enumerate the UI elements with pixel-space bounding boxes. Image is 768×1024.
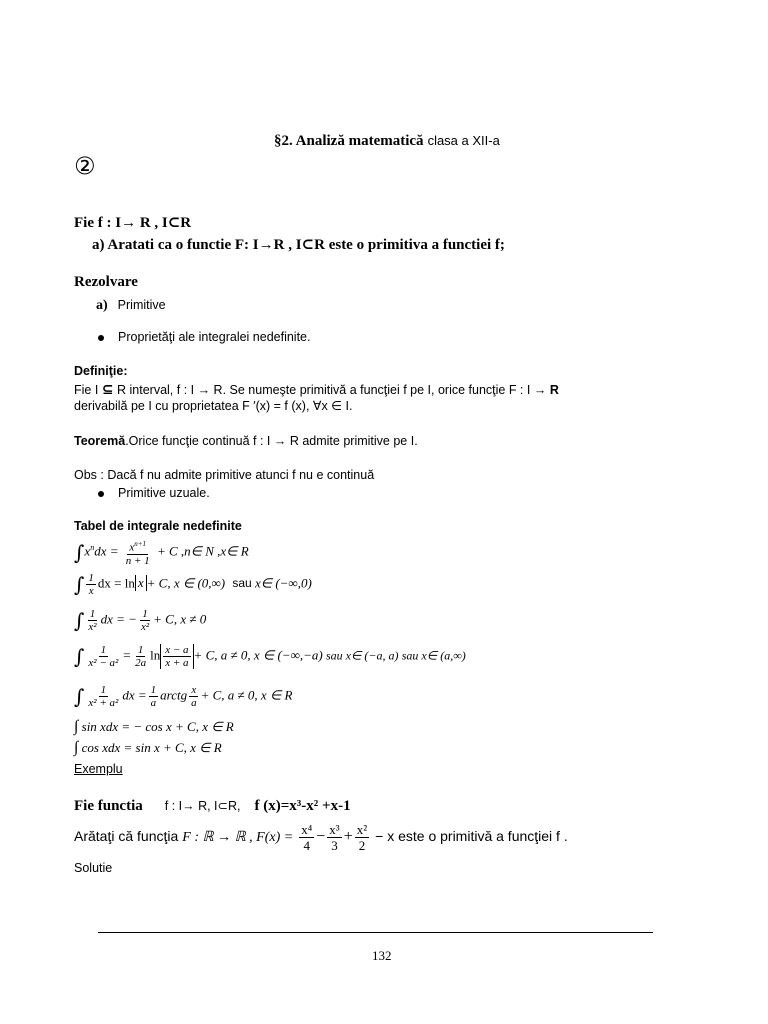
fraction: $\frac{x}{a}$ [191, 684, 197, 709]
integral-sign: ∫ [74, 684, 85, 709]
definition-line2: derivabilă pe I cu proprietatea F ′(x) = f (x), ∀x ∈ I. [74, 399, 353, 413]
obs-text: Obs : Dacă f nu admite primitive atunci f nu e continuă [74, 468, 375, 482]
fraction: $\frac{1}{\text{x²}}$ [88, 608, 97, 633]
bullet-properties: Proprietăţi ale integralei nedefinite. [98, 330, 310, 344]
bullet-primitive: Primitive uzuale. [98, 486, 210, 500]
formula-7: ∫ cos xdx = sin x + C, x ∈ R [74, 739, 222, 756]
integral-sign: ∫ [74, 540, 85, 565]
circled-number: ② [74, 152, 96, 180]
fraction: $\frac{\text{x³}}{3}$ [329, 822, 340, 853]
page-number: 132 [372, 948, 392, 963]
fraction: $\frac{1}{\text{x²}}$ [140, 608, 150, 633]
fraction: $\frac{\text{x⁴}}{4}$ [301, 822, 313, 853]
formula-2: ∫ $\frac{1}{x}$ dx = ln x + C, x ∈ (0,∞) sau x∈ (−∞,0) [74, 572, 312, 597]
integral-sign: ∫ [74, 739, 79, 756]
formula-6: ∫ sin xdx = − cos x + C, x ∈ R [74, 718, 234, 735]
bullet-icon [98, 491, 104, 497]
problem-item-a: a) Aratati ca o functie F: I→R , I⊂R este o primitiva a functiei f; [92, 237, 505, 253]
example-label: Exemplu [74, 762, 123, 776]
abs-fraction: $\frac{x - a}{x + a}$ [160, 644, 193, 669]
fraction: $\frac{1}{\text{x² − a²}}$ [88, 644, 119, 669]
formula-1: $\int x^ndx$ = $\frac{x^{n+1}}{n + 1}$ + C ,n∈ N ,x∈ R [74, 540, 249, 567]
footer-divider [98, 932, 653, 933]
fraction: $\frac{x^{n+1}}{n + 1}$ [125, 540, 150, 567]
integral-sign: ∫ [74, 718, 79, 735]
section-title: §2. Analiză matematică clasa a XII-a [274, 133, 500, 149]
fraction: $\frac{1}{2a}$ [135, 644, 147, 669]
solution-heading: Rezolvare [74, 274, 138, 290]
formula-3: ∫ $\frac{1}{\text{x²}}$ dx = − $\frac{1}{\text{x²}}$ + C, x ≠ 0 [74, 608, 207, 633]
formula-4: ∫ $\frac{1}{\text{x² − a²}}$ = $\frac{1}{2a}$ ln $\frac{x - a}{x + a}$ + C, a ≠ 0, x ∈ (−∞,−a) sau x∈ (−a, a) sau x∈ (a,∞) [74, 644, 466, 669]
theorem: Teoremă.Orice funcţie continuă f : I → R admite primitive pe I. [74, 434, 418, 448]
formula-5: ∫ $\frac{1}{\text{x² + a²}}$ dx = $\frac{1}{a}$ arctg $\frac{x}{a}$ + C, a ≠ 0, x ∈ R [74, 684, 293, 709]
fraction: $\frac{1}{\text{x² + a²}}$ [88, 684, 119, 709]
table-title: Tabel de integrale nedefinite [74, 519, 242, 533]
fraction: $\frac{1}{a}$ [150, 684, 157, 709]
example-statement: Arătaţi că funcţia F : ℝ → ℝ , F(x) = $\frac{\text{x⁴}}{4}$ − $\frac{\text{x³}}{3}$ + $\frac{\text{x²}}{2}$ − x este o primitivă a funcţiei f . [74, 822, 568, 853]
solution-label: Solutie [74, 861, 113, 875]
integral-sign: ∫ [74, 572, 85, 597]
integral-sign: ∫ [74, 608, 85, 633]
bullet-icon [98, 335, 104, 341]
definition-line1: Fie I ⊆ R interval, f : I → R. Se numeşte primitivă a funcţiei f pe I, orice funcţie F : I → R [74, 381, 559, 397]
fraction: $\frac{1}{x}$ [88, 572, 94, 597]
definition-label: Definiţie: [74, 364, 128, 378]
solution-a: a) Primitive [96, 298, 166, 313]
example-function: Fie functia f : I→ R, I⊂R, f (x)=x³-x² +x-1 [74, 798, 351, 814]
fraction: $\frac{\text{x²}}{2}$ [356, 822, 368, 853]
problem-line: Fie f : I→ R , I⊂R [74, 215, 192, 231]
integral-sign: ∫ [74, 644, 85, 669]
